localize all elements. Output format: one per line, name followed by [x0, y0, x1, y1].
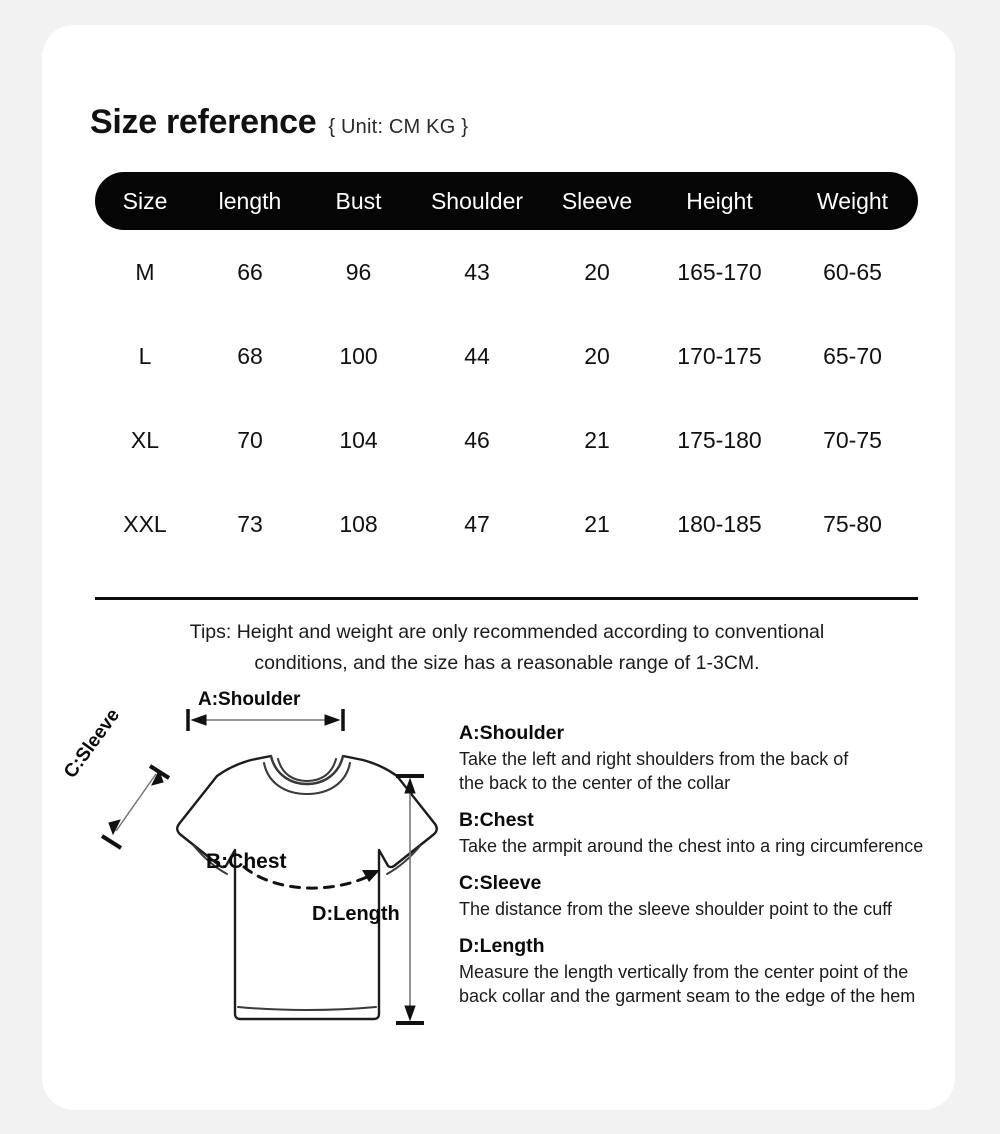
column-header-height: Height — [686, 187, 753, 214]
title-text: Size reference — [90, 103, 317, 141]
table-header-row — [95, 172, 918, 230]
description-body — [459, 897, 1000, 921]
cell-bust: 96 — [345, 258, 372, 285]
description-line: Take the left and right shoulders from the back of — [459, 749, 849, 769]
cell-shoulder: 44 — [464, 342, 490, 369]
column-header-bust: Bust — [335, 187, 382, 214]
cell-height: 175-180 — [677, 426, 762, 453]
cell-bust: 108 — [339, 510, 378, 537]
diagram-label-shoulder: A:Shoulder — [198, 689, 301, 710]
cell-size: M — [135, 258, 155, 285]
column-header-shoulder: Shoulder — [430, 187, 524, 214]
description-shoulder — [459, 722, 1000, 795]
cell-length: 70 — [237, 426, 263, 453]
size-table — [95, 172, 918, 566]
cell-size: L — [138, 342, 152, 369]
sleeve-dimension-arrow — [102, 766, 169, 848]
page-title — [90, 103, 468, 142]
shoulder-dimension-arrow — [188, 709, 343, 731]
description-line: the back to the center of the collar — [459, 773, 731, 793]
cell-length: 68 — [237, 342, 263, 369]
section-divider — [95, 597, 918, 600]
cell-length: 66 — [237, 258, 263, 285]
column-header-sleeve: Sleeve — [561, 187, 633, 214]
description-line: Take the armpit around the chest into a ring circumference — [459, 836, 924, 856]
cell-shoulder: 47 — [464, 510, 490, 537]
description-body — [459, 834, 1000, 858]
cell-sleeve: 21 — [584, 510, 610, 537]
description-body — [459, 747, 1000, 795]
cell-height: 180-185 — [677, 510, 762, 537]
description-title: A:Shoulder — [459, 722, 565, 744]
table-row — [95, 398, 918, 482]
description-body — [459, 960, 1000, 1008]
cell-length: 73 — [237, 510, 263, 537]
table-row — [95, 230, 918, 314]
cell-sleeve: 20 — [584, 342, 610, 369]
cell-weight: 75-80 — [823, 510, 882, 537]
cell-size: XL — [130, 426, 160, 453]
tips-line-2: conditions, and the size has a reasonable range of 1-3CM. — [254, 652, 760, 674]
measurement-descriptions — [459, 722, 1000, 1022]
description-sleeve — [459, 872, 1000, 921]
description-line: The distance from the sleeve shoulder point to the cuff — [459, 899, 892, 919]
column-header-length: length — [218, 187, 282, 214]
cell-size: XXL — [123, 510, 167, 537]
table-row — [95, 314, 918, 398]
description-line: Measure the length vertically from the center point of the — [459, 962, 909, 982]
cell-height: 165-170 — [677, 258, 762, 285]
column-header-size: Size — [122, 187, 168, 214]
table-row — [95, 482, 918, 566]
tshirt-measurement-diagram — [42, 670, 462, 1060]
column-header-weight: Weight — [816, 187, 889, 214]
description-line: back collar and the garment seam to the edge of the hem — [459, 986, 916, 1006]
diagram-label-length: D:Length — [312, 903, 400, 925]
cell-weight: 60-65 — [823, 258, 882, 285]
unit-note: { Unit: CM KG } — [328, 116, 469, 138]
cell-shoulder: 43 — [464, 258, 490, 285]
description-title: C:Sleeve — [459, 872, 542, 894]
cell-bust: 100 — [339, 342, 378, 369]
description-chest — [459, 809, 1000, 858]
cell-weight: 70-75 — [823, 426, 882, 453]
cell-sleeve: 21 — [584, 426, 610, 453]
diagram-label-chest: B:Chest — [206, 850, 287, 873]
description-title: D:Length — [459, 935, 545, 957]
cell-bust: 104 — [339, 426, 378, 453]
diagram-label-sleeve: C:Sleeve — [60, 705, 125, 783]
description-title: B:Chest — [459, 809, 534, 831]
cell-height: 170-175 — [677, 342, 762, 369]
cell-sleeve: 20 — [584, 258, 610, 285]
tips-line-1: Tips: Height and weight are only recommended according to conventional — [189, 621, 825, 643]
description-length — [459, 935, 1000, 1008]
cell-shoulder: 46 — [464, 426, 490, 453]
cell-weight: 65-70 — [823, 342, 882, 369]
size-reference-card — [42, 25, 955, 1110]
